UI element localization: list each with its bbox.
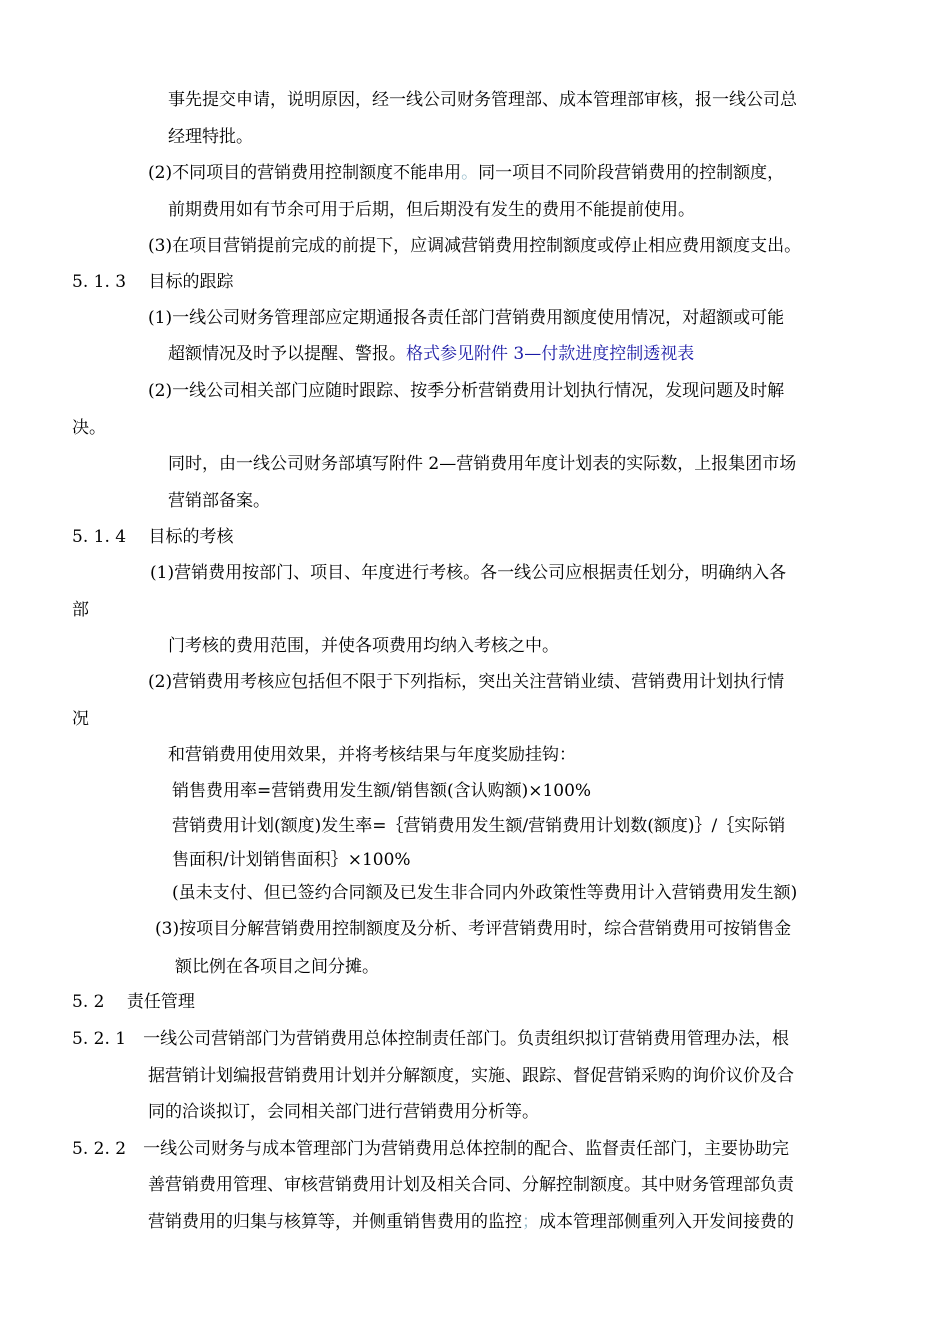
paragraph-line: (3)按项目分解营销费用控制额度及分析、考评营销费用时，综合营销费用可按销售金 — [155, 919, 792, 939]
section-heading: 5. 1. 3 目标的跟踪 — [72, 272, 234, 292]
text-segment: (2)不同项目的营销费用控制额度不能串用 — [148, 163, 462, 183]
section-heading: 5. 1. 4 目标的考核 — [72, 527, 234, 547]
paragraph-line: 和营销费用使用效果，并将考核结果与年度奖励挂钩： — [168, 745, 576, 765]
paragraph-line — [148, 162, 784, 184]
paragraph-line: 5. 2. 1 一线公司营销部门为营销费用总体控制责任部门。负责组织拟订营销费用管理办法，根 — [72, 1029, 790, 1049]
paragraph-line: (虽未支付、但已签约合同额及已发生非合同内外政策性等费用计入营销费用发生额) — [172, 883, 798, 903]
paragraph-line: (3)在项目营销提前完成的前提下，应调减营销费用控制额度或停止相应费用额度支出。 — [148, 236, 802, 256]
paragraph-line: 同的洽谈拟订，会同相关部门进行营销费用分析等。 — [148, 1102, 539, 1122]
text-segment: 同一项目不同阶段营销费用的控制额度， — [478, 163, 785, 183]
paragraph-line — [168, 343, 694, 365]
paragraph-line: 决。 — [72, 418, 106, 438]
attachment-link[interactable]: 格式参见附件 3—付款进度控制透视表 — [406, 344, 695, 364]
paragraph-line: 营销部备案。 — [168, 491, 270, 511]
punctuation-mark: 。 — [461, 163, 479, 183]
formula-line: 营销费用计划(额度)发生率=｛营销费用发生额/营销费用计划数(额度)｝/｛实际销 — [172, 816, 786, 836]
paragraph-line: 据营销计划编报营销费用计划并分解额度，实施、跟踪、督促营销采购的询价议价及合 — [148, 1066, 794, 1086]
paragraph-line: 况 — [72, 709, 89, 729]
paragraph-line: 同时，由一线公司财务部填写附件 2—营销费用年度计划表的实际数，上报集团市场 — [168, 454, 797, 474]
paragraph-line: 善营销费用管理、审核营销费用计划及相关合同、分解控制额度。其中财务管理部负责 — [148, 1175, 794, 1195]
text-segment: 超额情况及时予以提醒、警报。 — [168, 344, 406, 364]
paragraph-line: 门考核的费用范围，并使各项费用均纳入考核之中。 — [168, 636, 559, 656]
paragraph-line: 5. 2. 2 一线公司财务与成本管理部门为营销费用总体控制的配合、监督责任部门，主要协助完 — [72, 1139, 790, 1159]
text-segment: 营销费用的归集与核算等，并侧重销售费用的监控 — [148, 1212, 522, 1232]
section-heading: 5. 2 责任管理 — [72, 992, 195, 1012]
paragraph-line: 事先提交申请，说明原因，经一线公司财务管理部、成本管理部审核，报一线公司总 — [168, 90, 797, 110]
paragraph-line: (2)一线公司相关部门应随时跟踪、按季分析营销费用计划执行情况，发现问题及时解 — [148, 381, 785, 401]
formula-line: 售面积/计划销售面积｝×100% — [172, 850, 411, 870]
paragraph-line: (1)一线公司财务管理部应定期通报各责任部门营销费用额度使用情况，对超额或可能 — [148, 308, 785, 328]
paragraph-line: 部 — [72, 600, 89, 620]
paragraph-line: (2)营销费用考核应包括但不限于下列指标，突出关注营销业绩、营销费用计划执行情 — [148, 672, 785, 692]
paragraph-line — [148, 1211, 794, 1233]
punctuation-mark: ； — [522, 1212, 539, 1232]
formula-line: 销售费用率=营销费用发生额/销售额(含认购额)×100% — [172, 781, 592, 801]
text-segment: 成本管理部侧重列入开发间接费的 — [539, 1212, 794, 1232]
paragraph-line: 经理特批。 — [168, 127, 253, 147]
paragraph-line: 前期费用如有节余可用于后期，但后期没有发生的费用不能提前使用。 — [168, 200, 695, 220]
paragraph-line: (1)营销费用按部门、项目、年度进行考核。各一线公司应根据责任划分，明确纳入各 — [150, 563, 787, 583]
paragraph-line: 额比例在各项目之间分摊。 — [175, 957, 379, 977]
